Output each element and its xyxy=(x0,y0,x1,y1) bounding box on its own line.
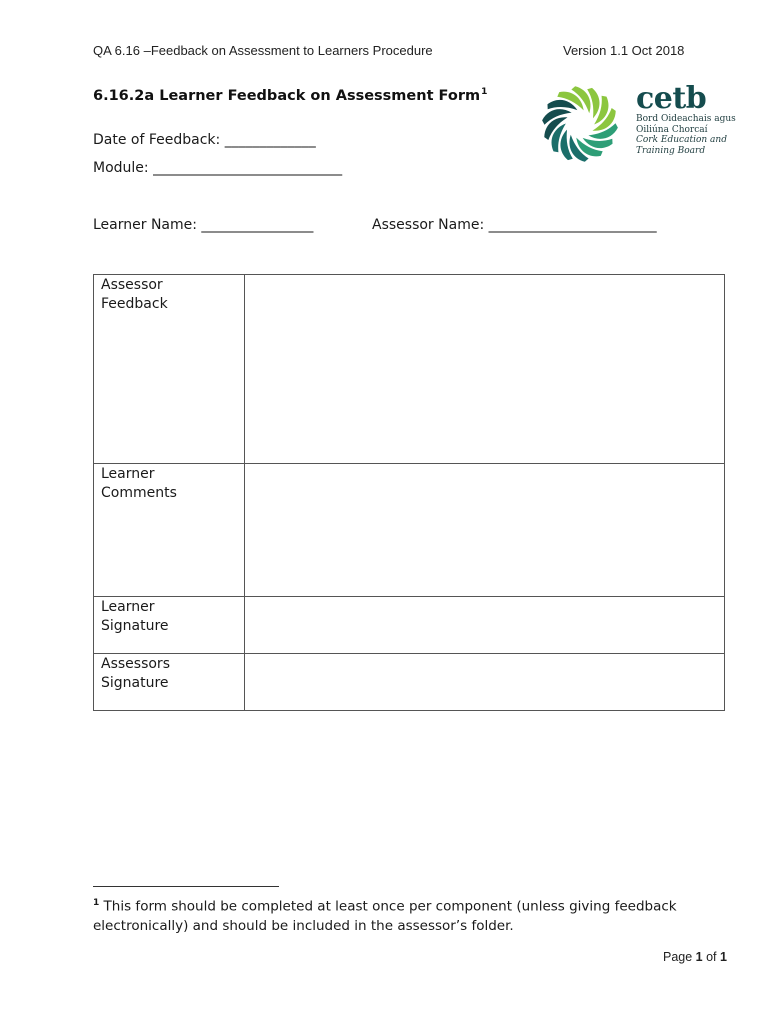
module-field: Module: ___________________________ xyxy=(93,160,343,176)
cetb-logo-text xyxy=(636,81,736,156)
row-label-line-2: Feedback xyxy=(101,296,168,312)
table-row-assessor-feedback xyxy=(94,275,725,464)
cetb-swirl-icon xyxy=(540,85,620,163)
page-current: 1 xyxy=(695,950,703,964)
row-label-line-2: Comments xyxy=(101,485,177,501)
row-label-line-1: Assessors xyxy=(101,656,170,672)
assessor-name-field: Assessor Name: ________________________ xyxy=(372,217,657,233)
page-total: 1 xyxy=(720,950,727,964)
logo-line-1: Bord Oideachais agus xyxy=(636,114,736,124)
header-document-reference: QA 6.16 –Feedback on Assessment to Learners Procedure xyxy=(93,43,433,58)
header-version: Version 1.1 Oct 2018 xyxy=(563,43,685,58)
footnote-divider xyxy=(93,886,279,887)
assessor-feedback-cell[interactable] xyxy=(245,275,725,464)
table-row-learner-signature xyxy=(94,597,725,654)
footnote xyxy=(93,894,723,937)
assessors-signature-cell[interactable] xyxy=(245,654,725,711)
footnote-text: This form should be completed at least once per component (unless giving feedback electronically) and should be included in the assessor’s folder. xyxy=(93,898,677,934)
cetb-wordmark: cetb xyxy=(636,81,707,116)
row-label-assessors-signature xyxy=(94,654,245,711)
feedback-table xyxy=(93,274,725,711)
title-footnote-marker: 1 xyxy=(481,87,488,97)
footnote-marker: 1 xyxy=(93,898,100,908)
form-title xyxy=(93,87,487,104)
page-number xyxy=(663,950,727,964)
row-label-learner-comments xyxy=(94,464,245,597)
row-label-line-1: Learner xyxy=(101,466,155,482)
row-label-line-1: Learner xyxy=(101,599,155,615)
page-separator: of xyxy=(702,950,720,964)
row-label-line-2: Signature xyxy=(101,618,169,634)
row-label-line-2: Signature xyxy=(101,675,169,691)
row-label-assessor-feedback xyxy=(94,275,245,464)
logo-line-3: Cork Education and xyxy=(636,135,727,145)
logo-line-2: Oiliúna Chorcaí xyxy=(636,124,708,135)
table-row-learner-comments xyxy=(94,464,725,597)
row-label-line-1: Assessor xyxy=(101,277,163,293)
page-prefix: Page xyxy=(663,950,696,964)
learner-comments-cell[interactable] xyxy=(245,464,725,597)
date-of-feedback-field: Date of Feedback: _____________ xyxy=(93,132,316,148)
learner-name-field: Learner Name: ________________ xyxy=(93,217,314,233)
learner-signature-cell[interactable] xyxy=(245,597,725,654)
row-label-learner-signature xyxy=(94,597,245,654)
form-title-text: 6.16.2a Learner Feedback on Assessment Form xyxy=(93,87,481,104)
table-row-assessors-signature xyxy=(94,654,725,711)
logo-line-4: Training Board xyxy=(636,145,706,156)
